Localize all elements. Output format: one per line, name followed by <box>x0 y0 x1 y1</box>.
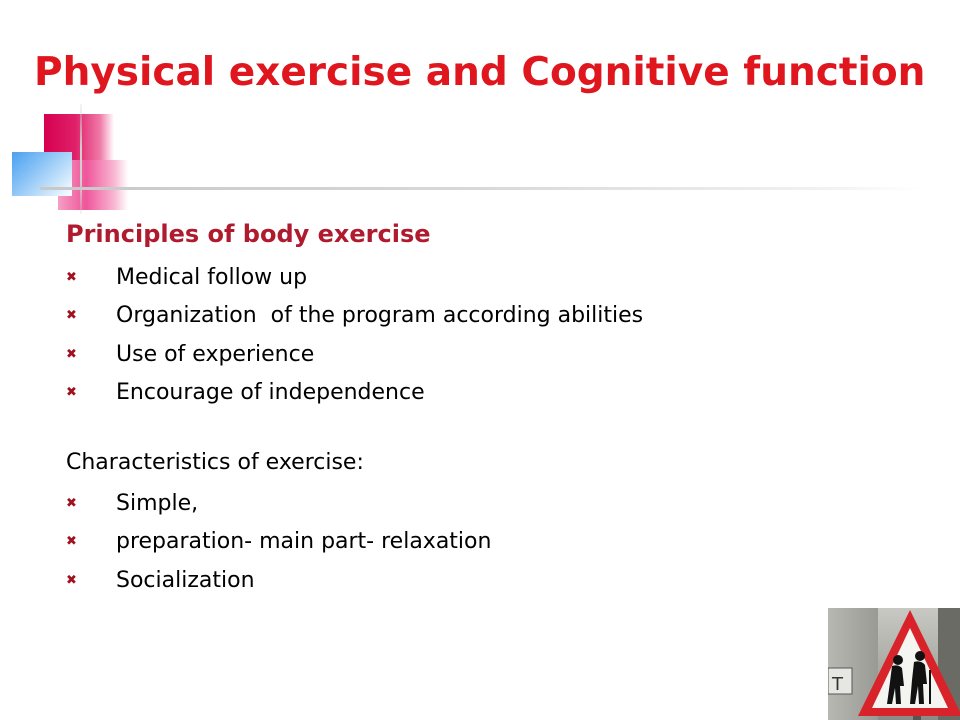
title-divider <box>40 187 920 190</box>
x-bullet-icon: ✖ <box>66 269 77 285</box>
x-bullet-icon: ✖ <box>66 534 77 550</box>
list-item <box>66 335 643 374</box>
slide-title: Physical exercise and Cognitive function <box>34 50 926 95</box>
list-item-text: Socialization <box>116 567 255 593</box>
list-item-text: Organization of the program according abilities <box>116 303 644 329</box>
principles-list <box>66 258 643 412</box>
x-bullet-icon: ✖ <box>66 385 77 401</box>
x-bullet-icon: ✖ <box>66 495 77 511</box>
x-bullet-icon: ✖ <box>66 346 77 362</box>
list-item-text: Simple, <box>116 490 199 516</box>
list-item <box>66 258 643 297</box>
x-bullet-icon: ✖ <box>66 572 77 588</box>
x-bullet-icon: ✖ <box>66 308 77 324</box>
list-item-text: preparation- main part- relaxation <box>116 529 492 555</box>
principles-heading: Principles of body exercise <box>66 220 431 248</box>
characteristics-list <box>66 484 491 600</box>
list-item <box>66 561 491 600</box>
characteristics-heading: Characteristics of exercise: <box>66 450 364 475</box>
decor-vertical-line <box>80 104 82 214</box>
list-item <box>66 523 491 562</box>
list-item-text: Medical follow up <box>116 264 308 290</box>
elderly-crossing-sign-icon <box>828 608 960 720</box>
list-item <box>66 297 643 336</box>
list-item <box>66 374 643 413</box>
list-item-text: Use of experience <box>116 341 315 367</box>
list-item <box>66 484 491 523</box>
sign-background-letter: T <box>832 674 843 695</box>
list-item-text: Encourage of independence <box>116 380 425 406</box>
